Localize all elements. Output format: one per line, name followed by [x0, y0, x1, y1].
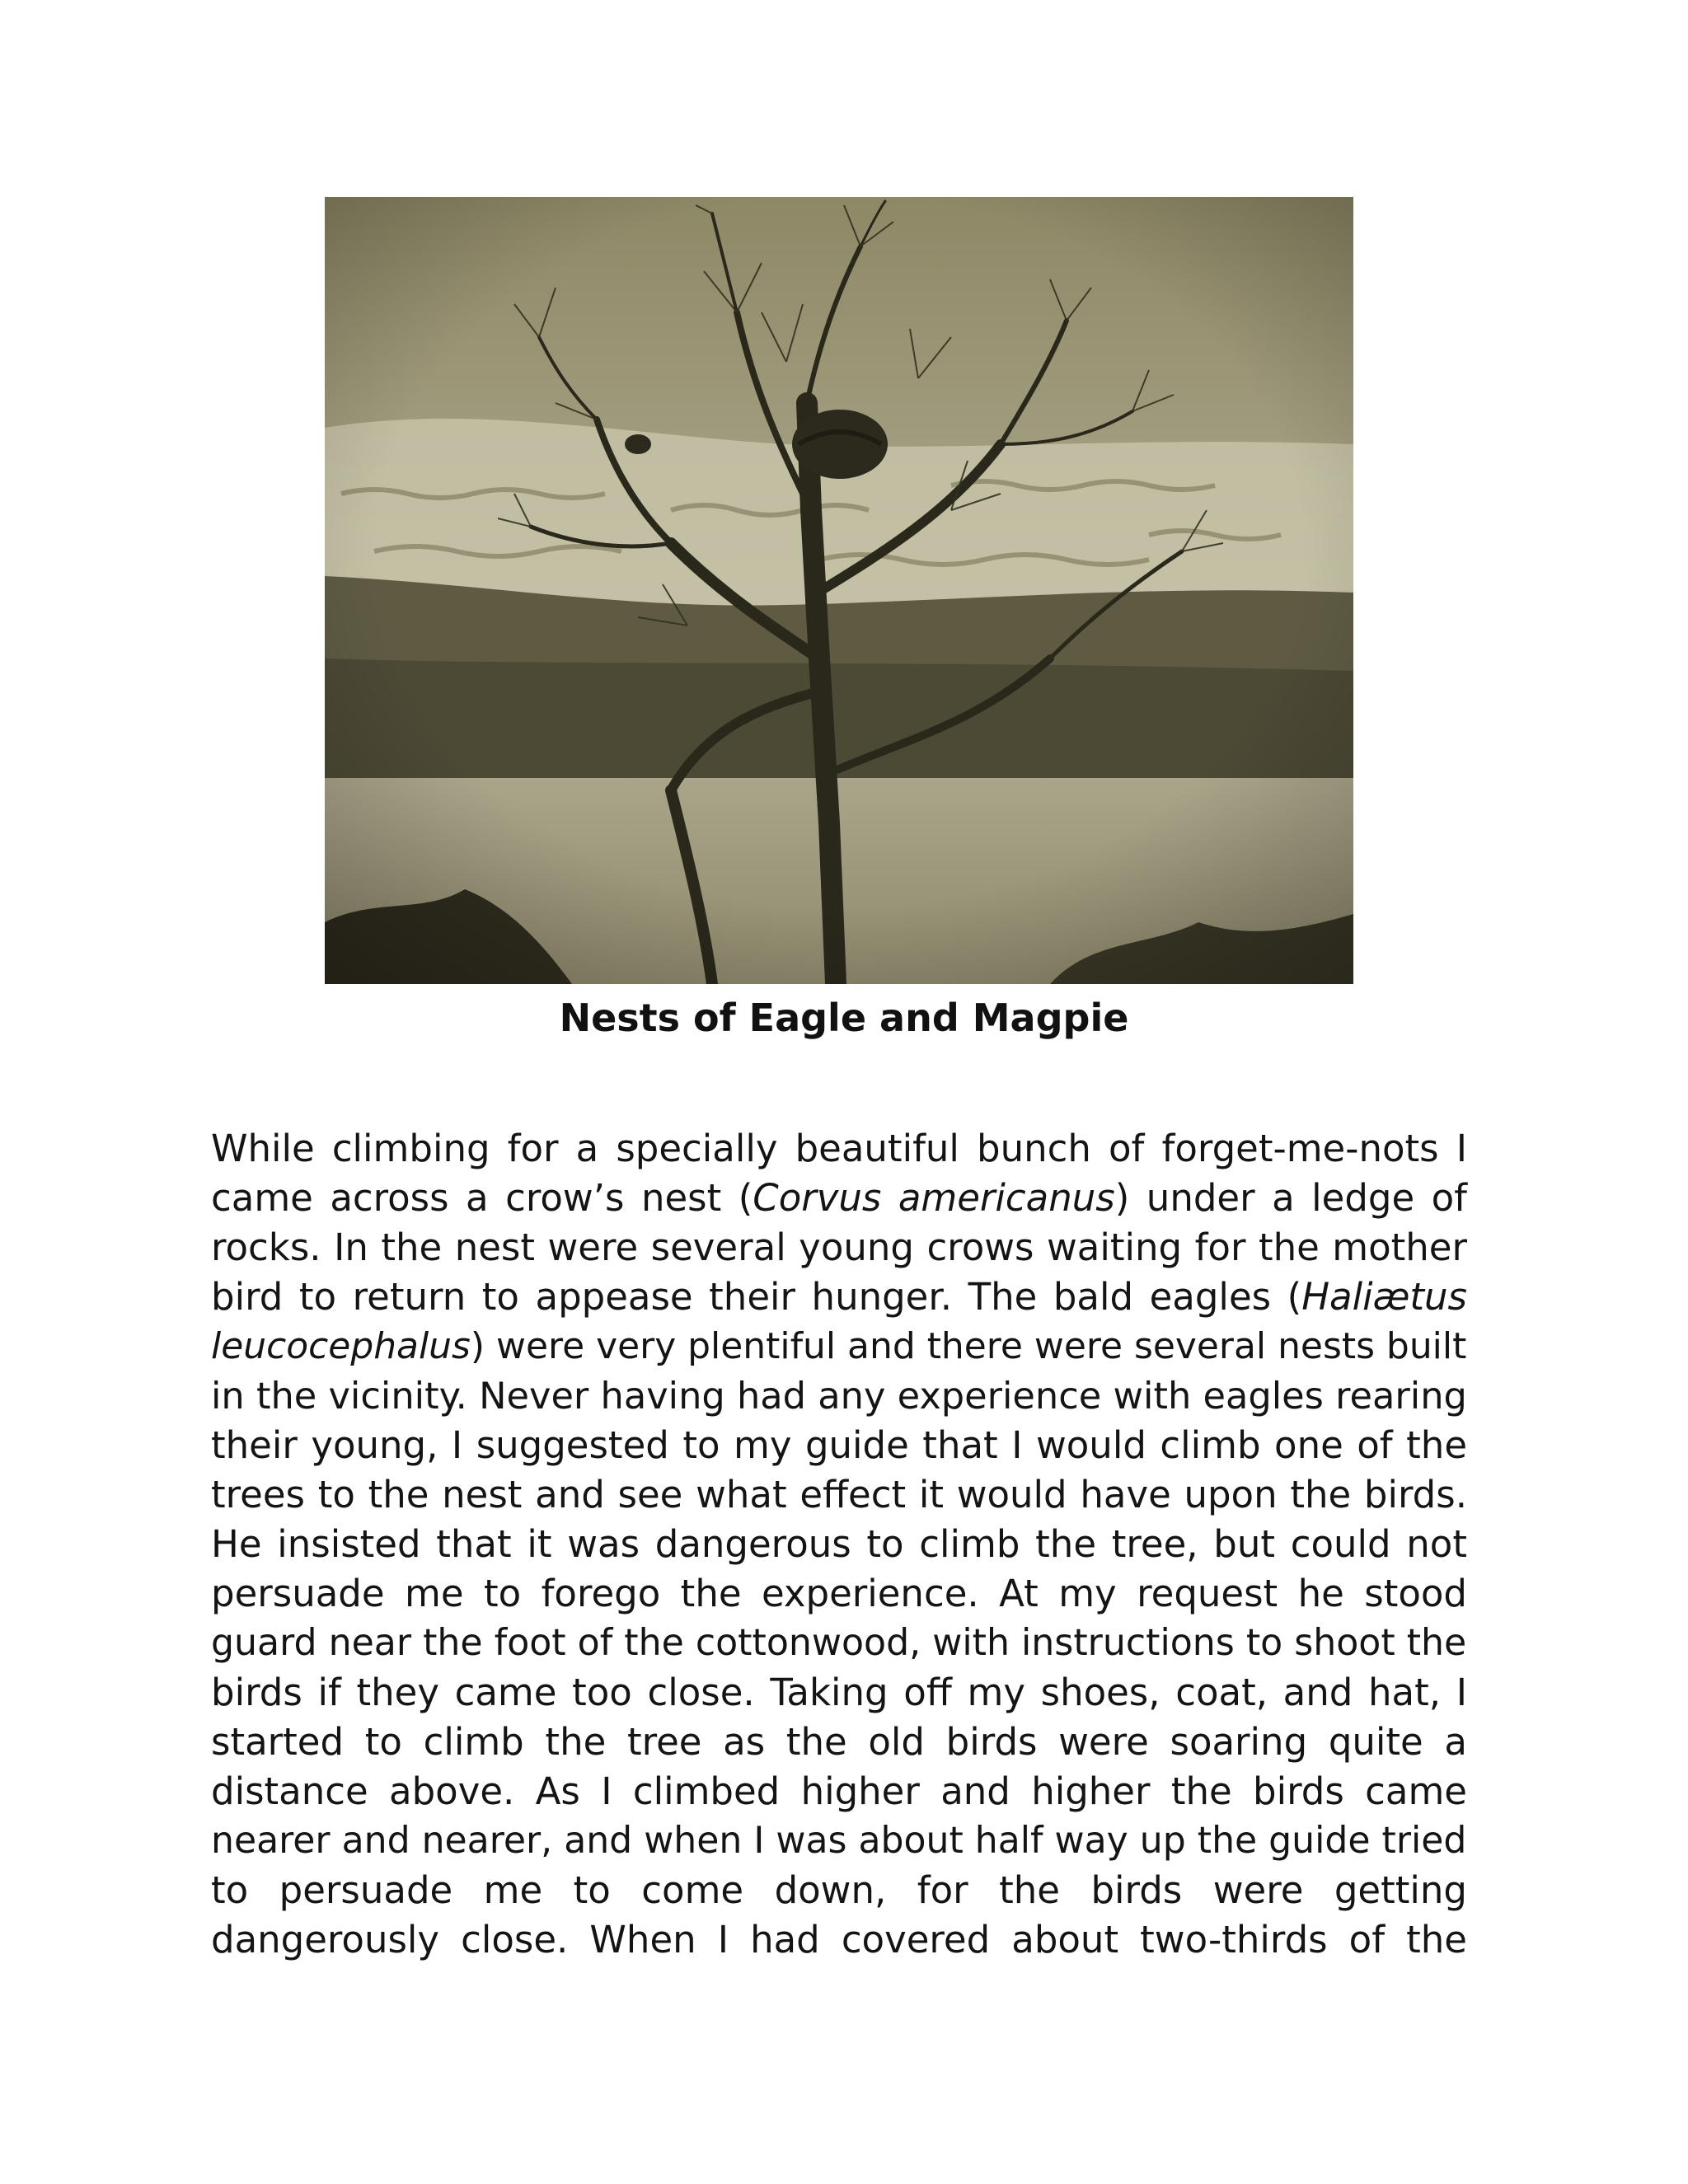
species-name: leucocephalus [211, 1325, 471, 1367]
text-line: to persuade me to come down, for the birds were getting [211, 1868, 1467, 1912]
text-line: distance above. As I climbed higher and higher the birds came [211, 1769, 1467, 1813]
text-line: rocks. In the nest were several young crows waiting for the mother [211, 1226, 1467, 1269]
body-paragraph [211, 1124, 1467, 1965]
text-line: birds if they came too close. Taking off my shoes, coat, and hat, I [211, 1671, 1467, 1714]
text-line: guard near the foot of the cottonwood, with instructions to shoot the [211, 1622, 1467, 1664]
text-line: bird to return to appease their hunger. The bald eagles (Haliætus [211, 1275, 1467, 1319]
text-line: He insisted that it was dangerous to climb the tree, but could not [211, 1522, 1467, 1566]
species-name: Haliætus [1301, 1275, 1467, 1319]
text-line: started to climb the tree as the old birds were soaring quite a [211, 1720, 1467, 1764]
text-line: leucocephalus) were very plentiful and there were several nests built [211, 1325, 1467, 1367]
photograph-tree-with-nests [325, 197, 1353, 984]
text-line: trees to the nest and see what effect it would have upon the birds. [211, 1473, 1467, 1516]
text-line: dangerously close. When I had covered about two-thirds of the [211, 1918, 1467, 1961]
text-line: in the vicinity. Never having had any experience with eagles rearing [211, 1375, 1467, 1418]
species-name: Corvus americanus [753, 1176, 1115, 1220]
text-line: While climbing for a specially beautiful bunch of forget-me-nots I [211, 1127, 1467, 1170]
photo-illustration [325, 197, 1353, 984]
figure-caption: Nests of Eagle and Magpie [559, 996, 1129, 1040]
text-line: their young, I suggested to my guide that I would climb one of the [211, 1423, 1467, 1467]
text-line: came across a crow’s nest (Corvus americanus) under a ledge of [211, 1176, 1467, 1220]
text-line: nearer and nearer, and when I was about half way up the guide tried [211, 1820, 1467, 1862]
text-line: persuade me to forego the experience. At my request he stood [211, 1572, 1467, 1615]
